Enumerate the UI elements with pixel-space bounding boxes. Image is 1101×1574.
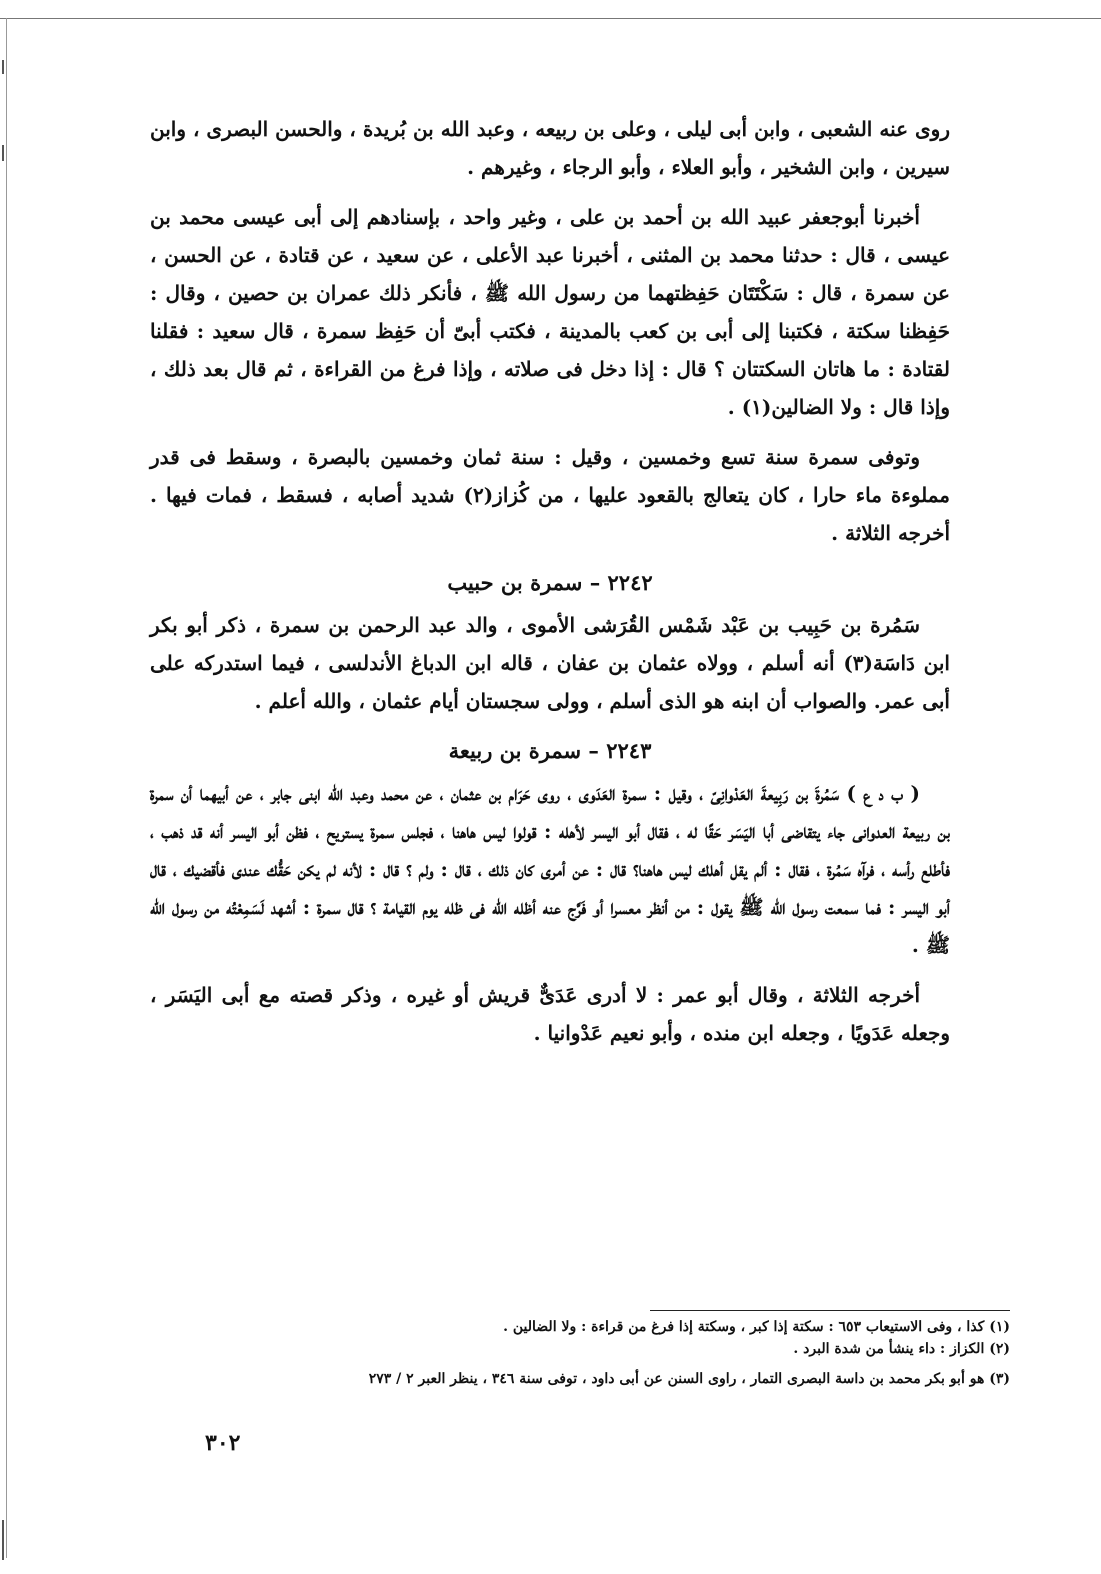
scan-top-edge xyxy=(0,18,1101,19)
paragraph: وتوفى سمرة سنة تسع وخمسين ، وقيل : سنة ثمان وخمسين بالبصرة ، وسقط فى قدر مملوءة ماء حارا ، كان يتعالج بالقعود عليها ، من كُزاز(٢) شديد أصابه ، فسقط ، فمات فيها . أخرجه الثلاثة . xyxy=(150,445,951,545)
main-text xyxy=(150,110,950,1064)
footnote: (١) كذا ، وفى الاستيعاب ٦٥٣ : سكتة إذا كبر ، وسكتة إذا فرغ من قراءة : ولا الضالين . xyxy=(503,1319,1010,1335)
footnotes xyxy=(150,1310,1010,1390)
footnote-rule xyxy=(650,1310,1010,1311)
entry-heading: ٢٢٤٢ – سمرة بن حبيب xyxy=(447,570,653,595)
paragraph: أخرجه الثلاثة ، وقال أبو عمر : لا أدرى عَدَىٌّ قريش أو غيره ، وذكر قصته مع أبى اليَسَر ، وجعله عَدَويًا ، وجعله ابن منده ، وأبو نعيم عَدْوانيا . xyxy=(150,983,950,1045)
entry-heading: ٢٢٤٣ – سمرة بن ربيعة xyxy=(448,738,652,763)
paragraph: روى عنه الشعبى ، وابن أبى ليلى ، وعلى بن ربيعه ، وعبد الله بن بُريدة ، والحسن البصرى ، وابن سيرين ، وابن الشخير ، وأبو العلاء ، وأبو الرجاء ، وغيرهم . xyxy=(150,117,950,179)
page-number: ٣٠٢ xyxy=(205,1430,241,1456)
paragraph: سَمُرة بن حَبِيب بن عَبْد شَمْس القُرَشى الأموى ، والد عبد الرحمن بن سمرة ، ذكر أبو بكر ابن دَاسَة(٣) أنه أسلم ، وولاه عثمان بن عفان ، قاله ابن الدباغ الأندلسى ، فيما استدركه على أبى عمر. والصواب أن ابنه هو الذى أسلم ، وولى سجستان أيام عثمان ، والله أعلم . xyxy=(150,613,950,713)
scan-left-edge xyxy=(6,18,7,1558)
scan-mark xyxy=(2,1520,4,1560)
paragraph: ( ب د ع ) سَمُرةَ بن رَبِيعةَ العَدْوانِىّ ، وقيل : سمرة العَدَوى ، روى حَرَام بن عثمان ، عن محمد وعبد الله ابنى جابر ، عن أبيهما أن سمرة بن ربيعة العدوانى جاء يتقاضى أبا اليَسَر حَقًا له ، فقال أبو اليسر لأهله : قولوا ليس هاهنا ، فجلس سمرة يستريح ، فظن أبو اليسر أنه قد ذهب ، فأطلع رأسه ، فرآه سَمُرة ، فقال : ألم يقل أهلك ليس هاهنا؟ قال : عن أمرى كان ذلك ، قال : ولم ؟ قال : لأنه لم يكن حَقُّك عندى فأقضيك ، قال أبو اليسر : فما سمعت رسول الله ﷺ يقول : من أنظر معسرا أو فَرَّج عنه أظله الله فى ظله يوم القيامة ؟ قال سمرة : أشهد لَسَمِعْتُه من رسول الله ﷺ . xyxy=(150,781,950,957)
scan-mark xyxy=(2,60,4,74)
paragraph: أخبرنا أبوجعفر عبيد الله بن أحمد بن على ، وغير واحد ، بإسنادهم إلى أبى عيسى محمد بن عيسى ، قال : حدثنا محمد بن المثنى ، أخبرنا عبد الأعلى ، عن سعيد ، عن قتادة ، عن الحسن ، عن سمرة ، قال : سَكْتَتَان حَفِظتهما من رسول الله ﷺ ، فأنكر ذلك عمران بن حصين ، وقال : حَفِظنا سكتة ، فكتبنا إلى أبى بن كعب بالمدينة ، فكتب أبىّ أن حَفِظ سمرة ، قال سعيد : فقلنا لقتادة : ما هاتان السكتتان ؟ قال : إذا دخل فى صلاته ، وإذا فرغ من القراءة ، ثم قال بعد ذلك ، وإذا قال : ولا الضالين(١) . xyxy=(150,205,950,419)
scan-mark xyxy=(2,145,4,161)
footnote: (٢) الكزاز : داء ينشأ من شدة البرد . xyxy=(793,1341,1010,1357)
footnote: (٣) هو أبو بكر محمد بن داسة البصرى التمار ، راوى السنن عن أبى داود ، توفى سنة ٣٤٦ ، ينظر العبر ٢ / ٢٧٣ xyxy=(368,1371,1010,1387)
